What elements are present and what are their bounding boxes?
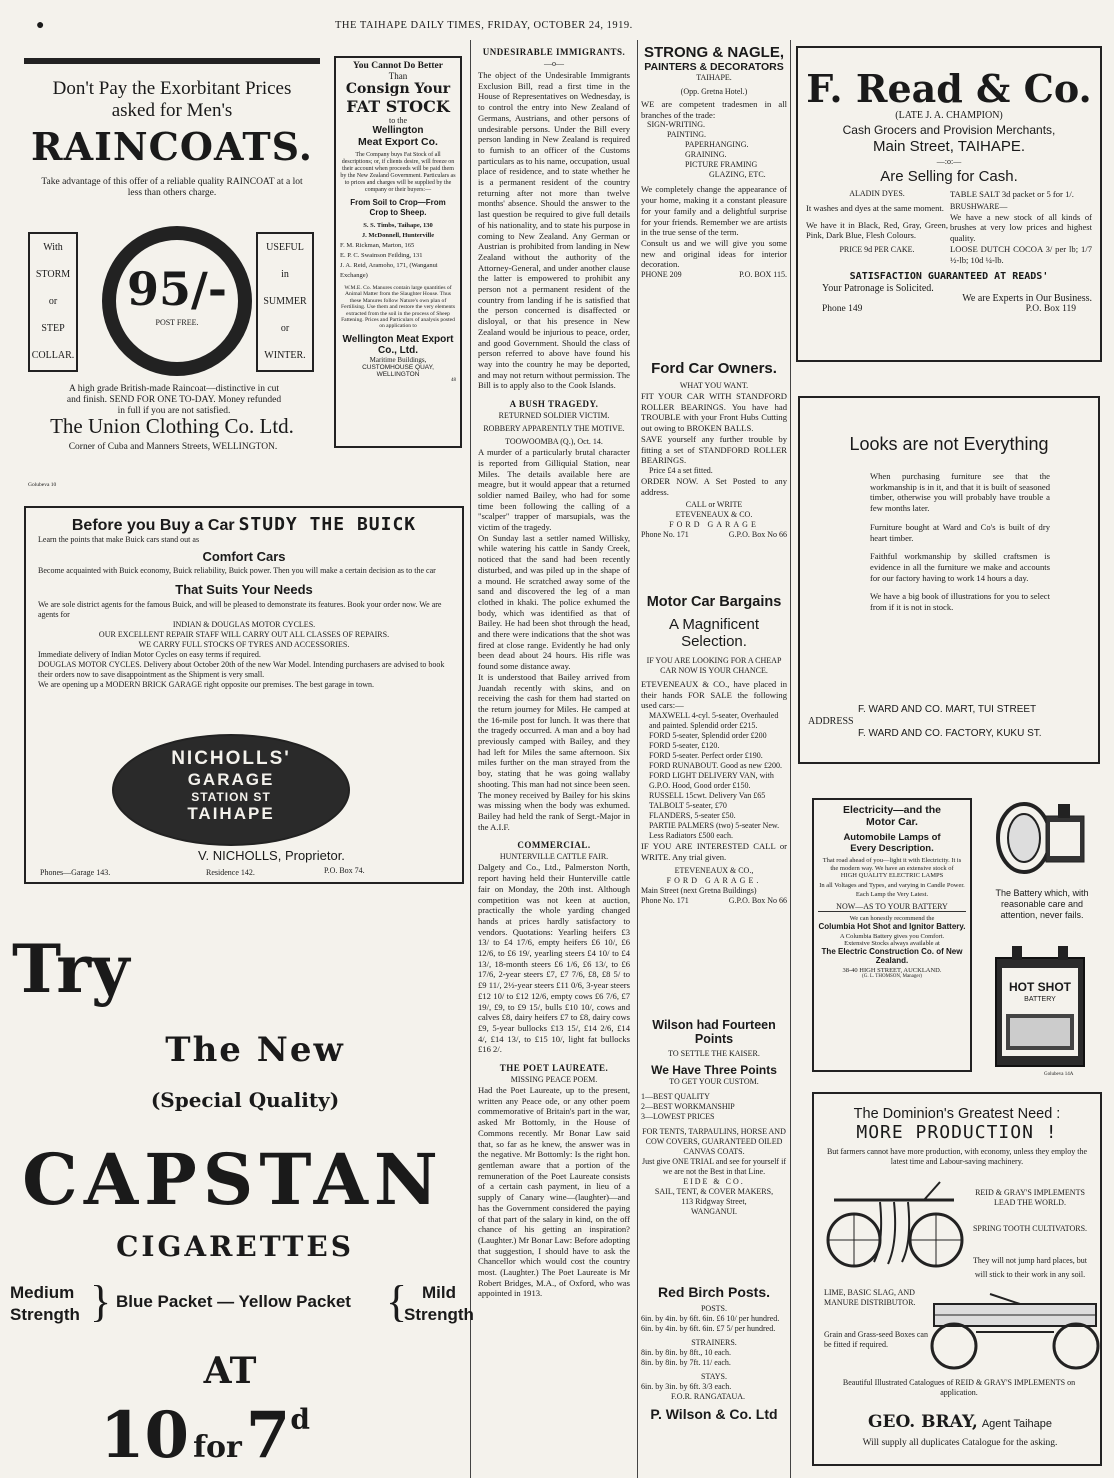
ford-call: CALL or WRITE — [685, 500, 743, 510]
fatstock-fat: FAT STOCK — [346, 97, 450, 116]
bush-title: A BUSH TRAGEDY. — [509, 399, 599, 410]
ford-firm: ETEVENEAUX & CO. — [675, 510, 753, 520]
masthead-mark: ● — [36, 18, 45, 33]
elec-lamps1: Automobile Lamps of — [843, 832, 941, 843]
read-salt: TABLE SALT 3d packet or 5 for 1/. — [950, 189, 1074, 199]
distributor-icon — [930, 1284, 1100, 1372]
union-right-box: USEFUL in SUMMER or WINTER. — [256, 232, 314, 372]
redbirch-lines1: 6in. by 4in. by 6ft. 6in. £6 10/ per hundred. 6in. by 4in. by 6ft. 6in. £7 5/ per hundred. — [641, 1314, 780, 1333]
fatstock-top: You Cannot Do Better — [353, 61, 443, 71]
immigrants-body: The object of the Undesirable Immigrants Exclusion Bill, read a first time in the House of Representatives on Wednesday, is to control the entry into New Zealand of Germans, Austrians, and other persons of undesirable persons. Under the Bill every person landing in New Zealand is required to furnish to an officer of the Customs particulars as to his name, occupation, usual place of residence, and to state whether he is a permanent resident of the country returning after not more than twelve months' absence. Should the answer to the last question be required to give full details of his nationality, and to state his purpose in coming to New Zealand. Any German or Austrian is prohibited from landing in New Zealand without the authority of the Attorney-General, and under another clause the latter is empowered to prohibit any person not a permanent resident of the country from landing if he is satisfied that the person concerned is disaffected or disloyal, or that his presence in New Zealand would be injurious to peace, order, and good Government. Should the class of person referred to above have found his way into the country he may be deported, and may not return without permission. The Bill is to apply also to the Cook Islands. — [478, 70, 630, 391]
buick-suits: That Suits Your Needs — [175, 582, 313, 597]
capstan-ad — [0, 930, 474, 1478]
wilson-addr: 113 Ridgway Street, — [681, 1197, 747, 1206]
strong-intro: WE are competent tradesmen in all branches of the trade: — [641, 99, 787, 120]
looks-ad: Looks are not Everything When purchasing furniture see that the workmanship is in it, and that it is built of seasoned timber, otherwise you will probably have trouble a few months later. Furniture bought at Ward and Co's is built of dry heart timber. Faithful workmanship by skilled craftsmen is evidence in all the furniture we make and accounts for our factory having to work 14 hours a day. We have a big book of illustrations for you to select from if it is not in stock. ADDRESS F. WARD AND CO. MART, TUI STREET F. WARD AND CO. FACTORY, KUKU ST. — [798, 396, 1100, 764]
fatstock-ad — [334, 56, 462, 448]
looks-title: Looks are not Everything — [849, 434, 1049, 454]
dominion-supply: Will supply all duplicates Catalogue for the asking. — [862, 1438, 1058, 1448]
cultivator-icon — [824, 1182, 964, 1274]
column-rule — [790, 40, 791, 1478]
elec-p3: Each Lamp the Very Latest. — [855, 891, 929, 898]
bargains-list: MAXWELL 4-cyl. 5-seater, Overhauled and painted. Splendid order £215. FORD 5-seater, Splendid order £200 FORD 5-seater, £120. FORD 5-seater. Perfect order £190. FORD RUNABOUT. Good as new £200. FORD LIGHT DELIVERY VAN, with G.P.O. Hood, Good order £150. RUSSELL 15cwt. Delivery Van £65 TALBOLT 5-seater, £70 FLANDERS, 5-seater £50. PARTIE PALMERS (two) 5-seater New. Less Radiators £500 each. — [649, 711, 782, 841]
strong-nagle-ad — [641, 44, 787, 354]
looks-body — [810, 471, 1088, 613]
bargains-if2: IF YOU ARE INTERESTED CALL or WRITE. Any trial given. — [641, 841, 787, 862]
ford-title: Ford Car Owners. — [651, 360, 777, 377]
strong-contact: PHONE 209 P.O. BOX 115. — [641, 270, 787, 280]
union-raincoats: RAINCOATS. — [31, 124, 313, 169]
elec-firm: The Electric Construction Co. of New Zealand. — [821, 946, 963, 965]
looks-p2: Furniture bought at Ward and Co's is built of dry heart timber. — [870, 521, 1050, 543]
bargains-title: Motor Car Bargains — [646, 594, 782, 610]
buick-ad — [24, 506, 464, 884]
hot-shot-label: HOT SHOT — [1009, 980, 1071, 994]
fatstock-meat: Meat Export Co. — [358, 136, 438, 148]
capstan-brace-left: } — [90, 1277, 112, 1326]
elec-agent: (G. L. THOMSON, Manager) — [862, 973, 922, 979]
capstan-price: 10 for 7$^d$ — [100, 1398, 310, 1473]
buick-delivery1: Immediate delivery of Indian Motor Cycles on easy terms if required. — [38, 650, 261, 659]
looks-p3: Faithful workmanship by skilled craftsmen is evidence in all the furniture we make and accounts for our factory having to work 14 hours a day. — [870, 551, 1050, 583]
read-brush: BRUSHWARE— — [950, 201, 1008, 211]
nicholls-garage-oval: NICHOLLS' GARAGE STATION ST TAIHAPE — [112, 734, 350, 846]
buick-agents: We are sole district agents for the famous Buick, and will be pleased to demonstrate its features. Book your order now. We are agents for — [38, 600, 442, 619]
elec-title2: Motor Car. — [866, 816, 918, 828]
masthead-title: THE TAIHAPE DAILY TIMES, FRIDAY, OCTOBER 24, 1919. — [335, 20, 633, 31]
masthead — [0, 14, 1114, 38]
electricity-ad — [812, 798, 972, 1072]
ford-owners-ad — [641, 360, 787, 586]
commercial-title: COMMERCIAL. — [517, 840, 591, 851]
capstan-name: CAPSTAN — [22, 1138, 444, 1221]
elec-hq: HIGH QUALITY ELECTRIC LAMPS — [840, 872, 944, 879]
poet-body: Had the Poet Laureate, up to the present, written any Peace ode, or any other poem commemorative of Britain's part in the war, asked Mr Bottomly, in the House of Commons recently. Mr Bonar Law said that, so far as he knew, the answer was in the negative. Mr Bottomly: Is the right hon. gentleman aware that a portion of the remuneration of the Poet Laureate consists of a certain cash payment, in lieu of a supply of Canary wine—(laughter)—and has the Government considered the paying of that part of the salary in kind, on the off chance of his getting an inspiration? (Laughter.) Mr Bonar Law: Before adopting that suggestion, I should have to ask the Chancellor which would cost the country most. (Laughter.) The Poet Laureate is Mr Robert Bridges, M.A., of Oxford, who was appointed in 1913. — [478, 1085, 630, 1299]
elec-code: Golubeva 14A — [1044, 1072, 1074, 1077]
buick-learn: Learn the points that make Buick cars stand out as — [38, 535, 200, 544]
buick-delivery2: DOUGLAS MOTOR CYCLES. Delivery about October 20th of the new War Model. Intending purchasers are advised to book their orders now to save disappointment as the Shipment is very small. — [38, 660, 445, 679]
fatstock-than: Than — [388, 71, 408, 81]
read-satisfaction: SATISFACTION GUARANTEED AT READS' — [849, 271, 1049, 283]
strong-trade: PAINTERS & DECORATORS — [644, 61, 784, 73]
buick-garage: We are opening up a MODERN BRICK GARAGE right opposite our premises. The best garage in town. — [38, 680, 375, 689]
lamp-illustration — [980, 790, 1100, 890]
capstan-mild: Mild Strength — [404, 1283, 474, 1324]
redbirch-posts: POSTS. — [700, 1304, 727, 1313]
redbirch-ad — [641, 1284, 787, 1478]
wilson-makers: SAIL, TENT, & COVER MAKERS, — [654, 1187, 774, 1196]
column-rule — [637, 40, 638, 1478]
union-body: A high grade British-made Raincoat—distinctive in cut and finish. SEND FOR ONE TO-DAY. Money refunded in full if you are not satisfied. — [66, 384, 282, 416]
read-aladin-desc: It washes and dyes at the same moment. — [806, 203, 944, 213]
looks-p4: We have a big book of illustrations for you to select from if it is not in stock. — [870, 591, 1050, 613]
bargains-intro: ETEVENEAUX & CO., have placed in their hands FOR SALE the following used cars:— — [641, 679, 787, 711]
wilson-custom: TO GET YOUR CUSTOM. — [669, 1077, 759, 1086]
buick-pobox: P.O. Box 74. — [324, 866, 365, 875]
bargains-street: Main Street (next Gretna Buildings) — [641, 885, 757, 895]
ford-order: ORDER NOW. A Set Posted to any address. — [641, 475, 787, 497]
strong-town: TAIHAPE. — [696, 73, 732, 82]
looks-p1: When purchasing furniture see that the workmanship is in it, and that it is built of seasoned timber, otherwise you will probably have trouble a few months later. — [870, 471, 1050, 514]
read-brush-desc: We have a new stock of all kinds of brushes at very low prices and highest quality. — [950, 211, 1092, 244]
bush-p1: A murder of a particularly brutal character is reported from Gilliquial Station, near Miles. The details available here are meagre, but it would appear that a returned soldier named Bailey, who had for some time been following the calling of a "scalper" trapper of marsupials, was the victim of the tragedy. — [478, 447, 630, 533]
car-lamp-icon — [980, 790, 1100, 890]
union-price-circle — [102, 226, 252, 376]
bargains-contact: Phone No. 171 G.P.O. Box No 66 — [641, 895, 787, 905]
strong-name: STRONG & NAGLE, — [643, 44, 784, 61]
wilson-firm: EIDE & CO. — [683, 1177, 745, 1186]
wilson-points-ad — [641, 1018, 787, 1268]
capstan-at: AT — [203, 1350, 257, 1392]
fatstock-num: 48 — [451, 377, 456, 383]
redbirch-lines2: 8in. by 8in. by 8ft., 10 each. 8in. by 8in. by 7ft. 11/ each. — [641, 1348, 731, 1367]
capstan-cigarettes: CIGARETTES — [116, 1230, 354, 1263]
bargains-ad — [641, 594, 787, 984]
read-ad: F. Read & Co. (LATE J. A. CHAMPION) Cash Grocers and Provision Merchants, Main Street, TAIHAPE. —:o:— Are Selling for Cash. ALADIN DYES. It washes and dyes at the same moment. We have it in Black, Red, Gray, Green, Pink, Dark Blue, Flesh Colours. PRICE 9d PER CAKE. TABLE SALT 3d packet or 5 for 1/. BRUSHWARE— We have a new stock of all kinds of brushes at very low prices and highest quality. LOOSE DUTCH COCOA 3/ per lb; 1/7 ½-lb; 10d ¼-lb. SATISFACTION GUARANTEED AT READS' Your Patronage is Solicited. We are Experts in Our Business. Phone 149 P.O. Box 119 — [796, 46, 1102, 362]
capstan-special: (Special Quality) — [150, 1088, 340, 1112]
dominion-grain: Grain and Grass-seed Boxes can be fitted if required. — [824, 1330, 928, 1349]
wilson-title2: Points — [694, 1032, 734, 1046]
read-cash: Cash Grocers and Provision Merchants, — [842, 123, 1056, 137]
ford-price: Price £4 a set fitted. — [649, 465, 713, 475]
elec-p2: In all Voltages and Types, and varying in Candle Power. — [819, 881, 965, 889]
elec-addr: 38-40 HIGH STREET, AUCKLAND. — [842, 966, 942, 974]
elec-lamps2: Every Description. — [850, 843, 934, 854]
fatstock-agents: S. S. Timbs, Taihape, 130 J. McDonnell, Hunterville F. M. Rickman, Marton, 165 E. P. C. Swainson Feilding, 131 J. A. Reid, Aramoho, 171, (Wanganui Exchange) — [340, 222, 438, 279]
battery-icon — [990, 944, 1090, 1068]
wilson-points: 1—BEST QUALITY 2—BEST WORKMANSHIP 3—LOWEST PRICES — [641, 1092, 735, 1121]
fatstock-manures: W.M.E. Co. Manures contain large quantities of Animal Matter from the Slaughter House. Thus these Manures follow Nature's own plan of Fertilising. Use them and restore the very elements extracted from the soil in the process of Sheep Fattening. Prices and Particulars of analysis posted on application to — [340, 285, 456, 330]
dominion-bray: GEO. BRAY, Agent Taihape — [868, 1412, 1052, 1432]
buick-stocks: WE CARRY FULL STOCKS OF TYRES AND ACCESSORIES. — [138, 640, 350, 649]
bargains-sel: Selection. — [681, 633, 747, 650]
dominion-they: They will not jump hard places, but will stick to their work in any soil. — [973, 1256, 1087, 1279]
redbirch-strainers: STRAINERS. — [691, 1338, 737, 1347]
bargains-firm: ETEVENEAUX & CO., — [674, 865, 754, 875]
capstan-the-new: The New — [165, 1030, 345, 1070]
read-selling: Are Selling for Cash. — [880, 168, 1018, 185]
capstan-try: Try — [12, 930, 130, 1008]
buick-proprietor: V. NICHOLLS, Proprietor. — [198, 848, 345, 863]
redbirch-firm: P. Wilson & Co. Ltd — [650, 1406, 778, 1422]
read-colours: We have it in Black, Red, Gray, Green, Pink, Dark Blue, Flesh Colours. — [806, 219, 948, 241]
read-name: F. Read & Co. — [806, 66, 1092, 111]
elec-title1: Electricity—and the — [842, 804, 942, 816]
bargains-mag: A Magnificent — [668, 616, 760, 633]
immigrants-title: UNDESIRABLE IMMIGRANTS. — [482, 47, 626, 57]
fatstock-quay: CUSTOMHOUSE QUAY, WELLINGTON — [362, 363, 434, 378]
bush-p2: On Sunday last a settler named Willisky, while watering his cattle in Sandy Creek, noticed that the sand had been recently disturbed, and was piled up in the shape of a mound. He scratched away some of the sand and discovered the leg of a man clothed in khaki. The police exhumed the body, which was identified as that of Bailey. He had been shot through the head, and there were indications that the shot was fired at close range. Evidently he had only been dead about 24 hours. His rifle was found some distance away. — [478, 532, 630, 672]
redbirch-stays: STAYS. — [701, 1372, 727, 1381]
ford-garage: FORD GARAGE — [669, 520, 759, 530]
union-code: Golubeva 10 — [28, 482, 57, 488]
dominion-ad — [812, 1092, 1102, 1466]
battery-illustration — [990, 944, 1090, 1068]
elec-gives: A Columbia Battery gives you Comfort. — [839, 932, 945, 940]
fatstock-soil: From Soil to Crop—From Crop to Sheep. — [350, 198, 446, 217]
column-rule — [470, 40, 471, 1478]
commercial-body: Dalgety and Co., Ltd., Palmerston North, report having held their Hunterville cattle fair on Monday, the 20th inst. Although competition was not keen at auction, practically the whole yarding changed hands at prices hardly satisfactory to vendors. Quotations: Yearling heifers £3 13/ to £4 17/6, empty heifers £6 10/, £6 12/6, to £6 19/, yearling steers £4 10/ to £4 13/, 18-month steers £6 1/6, £6 13/, to £6 17/6, 2-year steers £7, £7 7/6, £8, £8 5/ to £9 11/, 2½-year steers £11 0/6, 3-year steers £12 10/ to £12 12/6, empty cows £6 7/6, £7 19/, £9, to £9 15/, bulls £10 10/, cows and calves £8, dairy heifers £7 to £8, dairy cows £9, 5-year bullocks £13 15/, £14 2/6, £14 4/, £14 13/, to £15 10/, light fat bullocks £16 2/. — [478, 862, 630, 1055]
dominion-more: MORE PRODUCTION ! — [856, 1122, 1058, 1143]
capstan-brace-right: { — [386, 1277, 408, 1326]
news-column: UNDESIRABLE IMMIGRANTS. —o— The object of the Undesirable Immigrants Exclusion Bill, read a first time in the House of Representatives on Wednesday, is to control the entry into New Zealand of Germans, Austrians, and other persons of undesirable persons. Under the Bill every person landing in New Zealand is required to furnish to an officer of the Customs particulars as to his name, occupation, usual place of residence, and to state whether he is a permanent resident of the country returning after not more than twelve months' absence. Should the answer to the last question be required to give full details of his nationality, and to state his purpose in coming to New Zealand. Any German or Austrian is prohibited from landing in New Zealand without the authority of the Attorney-General, and under another clause the latter is empowered to prohibit any person not a permanent resident of the country from landing if he is satisfied that the person concerned is disaffected or disloyal, or that his presence in New Zealand would be injurious to peace, order, and good Government. Should the class of person referred to above have found his way into the country he may be deported, and may not return without permission. The Bill is to apply also to the Cook Islands. A BUSH TRAGEDY. RETURNED SOLDIER VICTIM. ROBBERY APPARENTLY THE MOTIVE. TOOWOOMBA (Q.), Oct. 14. A murder of a particularly brutal character is reported from Gilliquial Station, near Miles. The details available here are meagre, but it would appear that a returned soldier named Bailey, who had for some time been following the calling of a "scalper" trapper of marsupials, was the victim of the tragedy. On Sunday last a settler named Willisky, while watering his cattle in Sandy Creek, noticed that the sand had been recently disturbed, and was piled up in the shape of a mound. He scratched away some of the sand and discovered the leg of a man clothed in khaki. The police exhumed the body, which was identified as that of Bailey. He had been shot through the head, and there were indications that the shot was fired at close range. Evidently he had only been dead about 24 hours. His rifle was found some distance away. It is understood that Bailey arrived from Juandah recently with skins, and on receiving the cash for them had started on the return journey for Miles. He camped at the 16-mile post for lunch. It was there that the tragedy occurred. A man and a boy had previously camped with Bailey, and they had left for Miles the same afternoon. Six miles further on the man strayed from the boy, stating that he was going wallaby shooting. This man had not since been seen. The money received by Bailey for his skins was missing when the body was exhumed. Bailey had held the rank of Sergt.-Major in the A.I.F. COMMERCIAL. HUNTERVILLE CATTLE FAIR. Dalgety and Co., Ltd., Palmerston North, report having held their Hunterville cattle fair on Monday, the 20th inst. Although competition was not keen at auction, practically the whole yarding changed hands at prices hardly satisfactory to vendors. Quotations: Yearling heifers £3 13/ to £4 17/6, empty heifers £6 10/, £6 12/6, to £6 19/, yearling steers £4 10/ to £4 13/, 18-month steers £6 1/6, £6 13/, to £6 17/6, 2-year steers £7, £7 7/6, £8, £8 5/ to £9 11/, 2½-year steers £11 0/6, 3-year steers £12 10/ to £12 12/6, empty cows £6 7/6, £7 19/, £9, to £9 15/, bulls £10 10/, cows and calves £8, dairy heifers £7 to £8, dairy cows £9, 5-year bullocks £13 15/, £14 2/6, £14 4/, £14 13/, to £15 10/, light fat bullocks £16 2/. THE POET LAUREATE. MISSING PEACE POEM. Had the Poet Laureate, up to the present, written any Peace ode, or any other poem commemorative of Britain's part in the war, asked Mr Bottomly, in the House of Commons recently. Mr Bonar Law said that, so far as he knew, the answer was in the negative. Mr Bottomly: Is the right hon. gentleman aware that a portion of the remuneration of the Poet Laureate consists of a certain cash payment, in lieu of a supply of Canary wine—(laughter)—and has the Government considered the paying of that part of the salary in kind, on the off chance of his getting an inspiration? (Laughter.) Mr Bonar Law: Before adopting that suggestion, I should have to ask the Chancellor which would cost the country most. (Laughter.) The Poet Laureate is Mr Robert Bridges, M.A., of Oxford, who was appointed in 1913. — [478, 47, 630, 1299]
union-clothing-ad — [24, 58, 320, 460]
union-post-free: POST FREE. — [155, 318, 199, 327]
bush-p3: It is understood that Bailey arrived from Juandah recently with skins, and on receiving the cash for them had started on the return journey for Miles. He camped at the 16-mile post for lunch. It was there that the tragedy occurred. A man and a boy had previously camped with Bailey, and they had left for Miles the same afternoon. Six miles further on the man strayed from the boy, stating that he was going wallaby shooting. This man had not since been seen. The money received by Bailey for his skins was missing when the body was exhumed. Bailey had held the rank of Sergt.-Major in the A.I.F. — [478, 671, 630, 832]
buick-repair: OUR EXCELLENT REPAIR STAFF WILL CARRY OUT ALL CLASSES OF REPAIRS. — [98, 630, 390, 639]
dominion-reid: REID & GRAY'S IMPLEMENTS LEAD THE WORLD. — [975, 1188, 1085, 1207]
dominion-catalogues: Beautiful Illustrated Catalogues of REID & GRAY'S IMPLEMENTS on application. — [842, 1378, 1076, 1397]
elec-columbia: Columbia Hot Shot and Ignitor Battery. — [818, 921, 966, 931]
dominion-spring: SPRING TOOTH CULTIVATORS. — [972, 1224, 1088, 1233]
strong-opp: (Opp. Gretna Hotel.) — [680, 87, 748, 96]
read-main: Main Street, TAIHAPE. — [873, 138, 1025, 155]
union-price: 95/- — [127, 262, 227, 316]
union-left-box: With STORM or STEP COLLAR. — [28, 232, 78, 372]
commercial-sub: HUNTERVILLE CATTLE FAIR. — [499, 852, 609, 862]
elec-recommend: We can honestly recommend the — [849, 914, 935, 922]
wilson-trial: Just give ONE TRIAL and see for yourself if we are not the Best in that Line. — [642, 1157, 786, 1176]
buick-indian: INDIAN & DOUGLAS MOTOR CYCLES. — [172, 620, 316, 629]
poet-title: THE POET LAUREATE. — [499, 1063, 609, 1074]
strong-trades: SIGN-WRITING. PAINTING. PAPERHANGING. GRAINING. PICTURE FRAMING GLAZING, ETC. — [647, 120, 766, 180]
read-patronage: Your Patronage is Solicited. — [822, 283, 934, 295]
wilson-three: We Have Three Points — [651, 1063, 777, 1077]
dominion-intro: But farmers cannot have more production, with economy, unless they employ the latest time and Labour-saving machinery. — [826, 1147, 1088, 1166]
bargains-if: IF YOU ARE LOOKING FOR A CHEAP CAR NOW IS YOUR CHANCE. — [646, 656, 782, 675]
capstan-medium: Medium Strength — [10, 1283, 80, 1324]
fatstock-bldg: Maritime Buildings, — [369, 355, 427, 364]
strong-p2: Consult us and we will give you some new and original ideas for interior decoration. — [641, 237, 787, 270]
ford-fit: FIT YOUR CAR WITH STANDFORD ROLLER BEARINGS. You have had TROUBLE with your Front Hubs Cutting out owing to BROKEN BALLS. — [641, 391, 787, 434]
battery-caption: The Battery which, with reasonable care and attention, never fails. — [995, 888, 1089, 920]
fatstock-wellington: Wellington — [372, 125, 424, 136]
bush-sub: RETURNED SOLDIER VICTIM. — [498, 411, 610, 421]
capstan-packets: Blue Packet — Yellow Packet — [116, 1292, 351, 1311]
wilson-to: TO SETTLE THE KAISER. — [668, 1049, 760, 1058]
redbirch-lines3: 6in. by 3in. by 6ft. 3/3 each. F.O.R. RANGATAUA. — [641, 1382, 746, 1401]
buick-acq: Become acquainted with Buick economy, Buick reliability, Buick power. Then you will make a certain decision as to the car — [38, 566, 436, 575]
dominion-lime: LIME, BASIC SLAG, AND MANURE DISTRIBUTOR. — [824, 1288, 916, 1307]
battery-word: BATTERY — [1024, 996, 1056, 1003]
read-columns — [806, 189, 1092, 265]
union-headline-2: asked for Men's — [111, 100, 233, 121]
read-aladin: ALADIN DYES. — [849, 189, 905, 198]
fatstock-to-the: to the — [389, 116, 407, 125]
bush-dateline: TOOWOOMBA (Q.), Oct. 14. — [505, 437, 603, 447]
elec-now: NOW—AS TO YOUR BATTERY — [818, 902, 966, 912]
elec-p1: That road ahead of you—light it with Electricity. It is the modern way. We have an extensive stock of — [822, 857, 962, 872]
fatstock-consign: Consign Your — [345, 81, 451, 97]
wilson-town: WANGANUI. — [691, 1207, 737, 1216]
buick-phones: Phones—Garage 143. — [40, 868, 111, 877]
union-headline-1: Don't Pay the Exorbitant Prices — [52, 78, 292, 99]
elec-stocks: Extensive Stocks always available at — [844, 939, 940, 947]
bush-sub2: ROBBERY APPARENTLY THE MOTIVE. — [483, 424, 625, 434]
buick-residence: Residence 142. — [206, 868, 255, 877]
poet-sub: MISSING PEACE POEM. — [510, 1075, 598, 1085]
read-price: PRICE 9d PER CAKE. — [839, 245, 915, 255]
read-contact: Phone 149 P.O. Box 119 — [822, 304, 1076, 315]
dominion-title: The Dominion's Greatest Need : — [853, 1106, 1061, 1122]
read-experts: We are Experts in Our Business. — [962, 293, 1092, 305]
ford-save: SAVE yourself any further trouble by fitting a set of STANDFORD ROLLER BEARINGS. — [641, 433, 787, 466]
ford-what: WHAT YOU WANT. — [679, 381, 749, 390]
strong-p1: We completely change the appearance of your home, making it a constant pleasure for your family and a delightful surprise for your friends. Remember we are artists in the true sense of the term. — [641, 184, 787, 238]
wilson-body: FOR TENTS, TARPAULINS, HORSE AND COW COVERS, GUARANTEED OILED CANVAS COATS. — [642, 1127, 786, 1156]
union-intro: Take advantage of this offer of a reliable quality RAINCOAT at a lot less than others charge. — [41, 177, 303, 198]
wilson-title1: Wilson had Fourteen — [652, 1018, 776, 1032]
union-address: Corner of Cuba and Manners Streets, WELLINGTON. — [68, 442, 278, 452]
read-cocoa: LOOSE DUTCH COCOA 3/ per lb; 1/7 ½-lb; 10d ¼-lb. — [950, 243, 1092, 265]
read-late: (LATE J. A. CHAMPION) — [895, 110, 1003, 121]
fatstock-name: Wellington Meat Export Co., Ltd. — [342, 333, 454, 356]
fatstock-blurb: The Company buys Fat Stock of all descriptions; or, if clients desire, will freeze on their account when proceeds will be paid them by the New Zealand Government. Particulars as to prices and charges will be supplied by the company or their buyers:— — [340, 152, 456, 193]
redbirch-title: Red Birch Posts. — [657, 1284, 771, 1300]
buick-comfort: Comfort Cars — [202, 549, 286, 564]
ford-contact: Phone No. 171 G.P.O. Box No 66 — [641, 530, 787, 540]
union-name: The Union Clothing Co. Ltd. — [50, 414, 294, 438]
bargains-garage: FORD GARAGE. — [666, 875, 762, 885]
buick-headline: Before you Buy a Car STUDY THE BUICK — [71, 514, 417, 535]
